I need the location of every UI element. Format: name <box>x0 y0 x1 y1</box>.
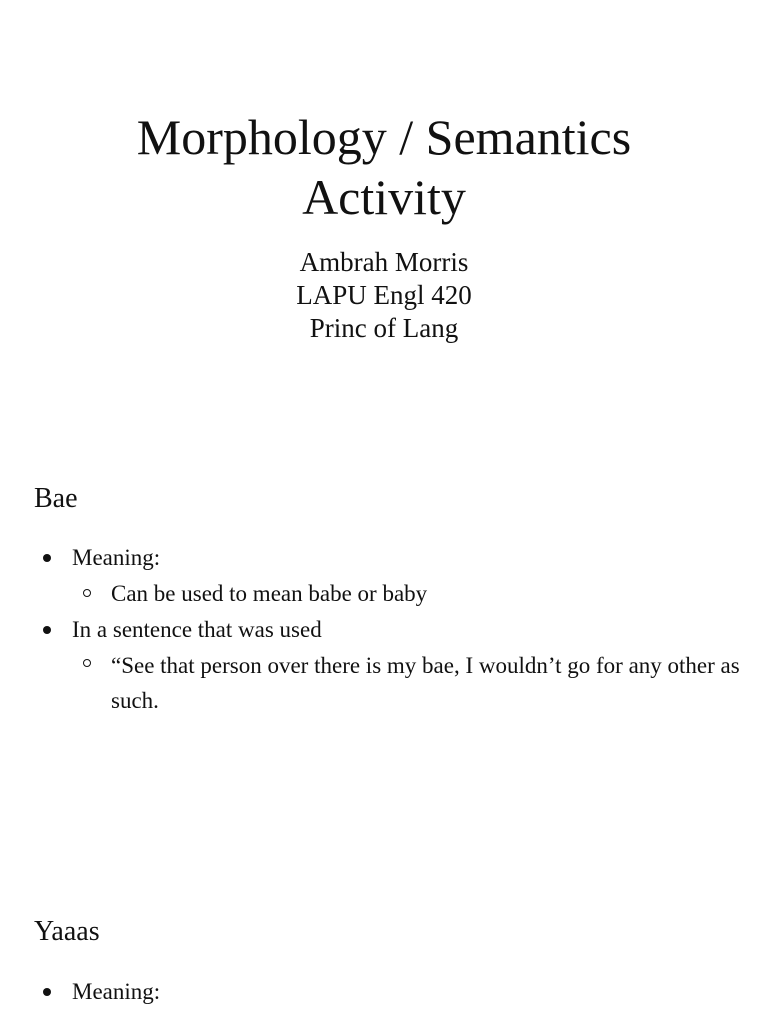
bullet-item <box>72 975 160 1009</box>
sub-bullet-ring-icon <box>83 659 91 667</box>
title-line-1: Morphology / Semantics <box>136 109 632 165</box>
bullet-label: Meaning: <box>72 545 161 570</box>
author-name: Ambrah Morris <box>299 247 469 277</box>
bullet-item <box>72 541 160 575</box>
bullet-label: In a sentence that was used <box>72 617 322 642</box>
slide-heading: Bae <box>34 483 78 514</box>
bullet-item <box>72 613 322 647</box>
course-code: LAPU Engl 420 <box>296 280 472 310</box>
sub-bullet-item <box>111 577 427 611</box>
bullet-label: Meaning: <box>72 979 161 1004</box>
sub-bullet-text: Can be used to mean babe or baby <box>111 581 428 606</box>
title-slide <box>0 0 768 430</box>
sub-bullet-ring-icon <box>83 589 91 597</box>
bullet-dot-icon <box>43 626 51 634</box>
title-line-2: Activity <box>302 169 466 225</box>
slide-heading: Yaaas <box>34 916 100 947</box>
bullet-dot-icon <box>43 988 51 996</box>
sub-bullet-text: “See that person over there is my bae, I wouldn’t go for any other as such. <box>111 653 740 713</box>
course-name: Princ of Lang <box>309 313 459 343</box>
bullet-dot-icon <box>43 554 51 562</box>
